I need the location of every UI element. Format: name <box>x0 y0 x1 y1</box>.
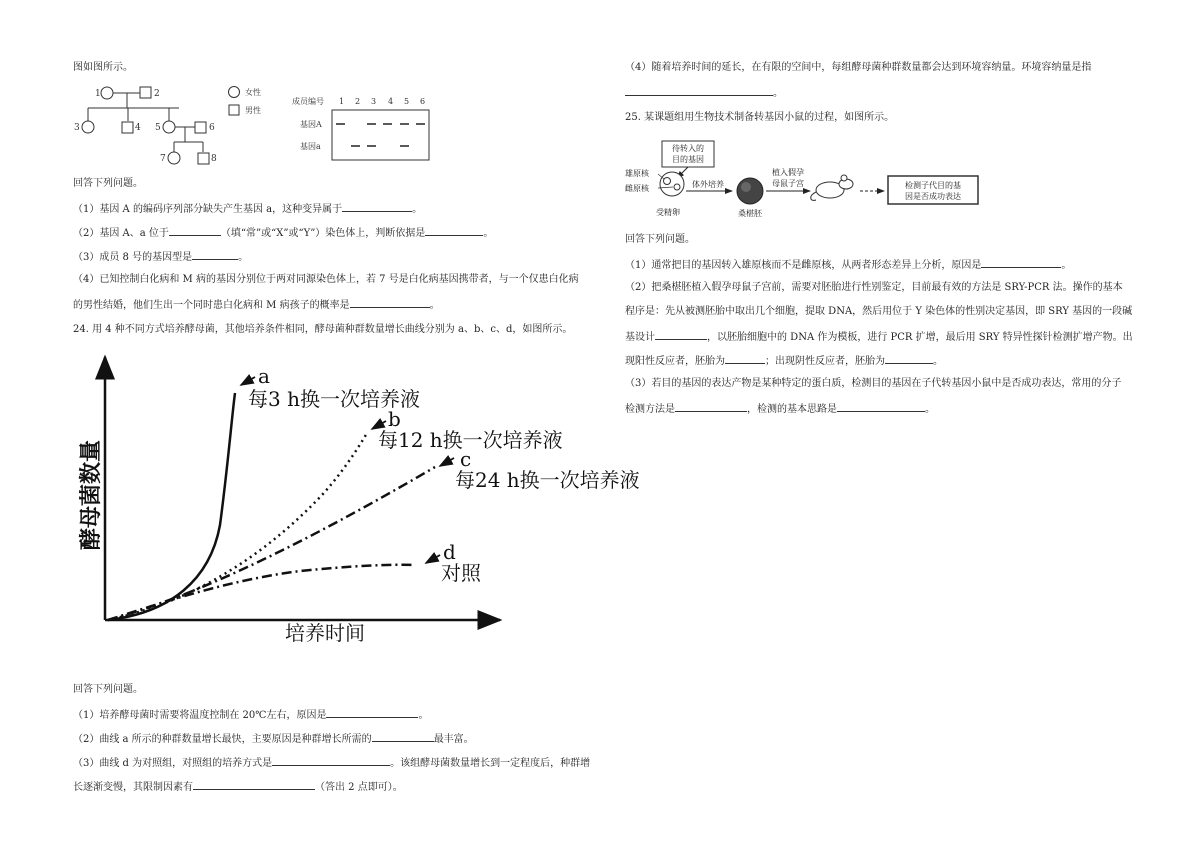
curve-d <box>108 565 415 620</box>
question-25-2-line1: （2）把桑椹胚植入假孕母鼠子宫前，需要对胚胎进行性别鉴定，目前最有效的方法是 SRY-PCR 法。操作的基本 <box>625 282 1123 293</box>
question-25-2-line3: 基设计 ，以胚胎细胞中的 DNA 作为模板，进行 PCR 扩增，最后用 SRY 特异性探针检测扩增产物。出 <box>625 329 1133 344</box>
series-c-label: 每24 h换一次培养液 <box>455 468 640 492</box>
question-24-3-line2: 长逐渐变慢，其限制因素有 （答出 2 点即可）。 <box>73 779 403 794</box>
series-d-name: d <box>443 540 456 564</box>
question-3: （3）成员 8 号的基因型是 。 <box>73 249 248 264</box>
answer-blank-25-1[interactable] <box>981 257 1061 268</box>
question-24-3-line1: （3）曲线 d 为对照组，对照组的培养方式是 。该组酵母菌数量增长到一定程度后，种群增 <box>73 755 590 770</box>
answer-blank-4[interactable] <box>350 297 430 308</box>
answer-blank-24-3b[interactable] <box>193 779 315 790</box>
question-25-title: 25. 某课题组用生物技术制备转基因小鼠的过程，如图所示。 <box>625 112 895 123</box>
gel-row-A: 基因A <box>300 120 322 129</box>
curve-b <box>108 433 367 620</box>
curve-c <box>108 467 435 620</box>
pedigree-label-5: 5 <box>155 123 161 133</box>
gel-number-6: 6 <box>420 97 426 106</box>
answer-blank-24-3a[interactable] <box>272 755 390 766</box>
question-4-line2: 的男性结婚，他们生出一个同时患白化病和 M 病孩子的概率是 。 <box>73 297 440 312</box>
morula-icon <box>737 178 763 204</box>
gene-box-text-1: 待转入的 <box>672 144 704 153</box>
implant-label-2: 母鼠子宫 <box>772 179 804 188</box>
zygote-icon <box>660 172 684 196</box>
pedigree-label-3: 3 <box>74 123 80 133</box>
answer-blank-3[interactable] <box>192 249 238 260</box>
question-24-title: 24. 用 4 种不同方式培养酵母菌，其他培养条件相同，酵母菌种群数量增长曲线分别为 a、b、c、d，如图所示。 <box>73 324 573 335</box>
answer-blank-1[interactable] <box>342 201 412 212</box>
gel-row-a: 基因a <box>300 142 321 151</box>
answer-blank-25-2c[interactable] <box>885 353 933 364</box>
answer-blank-24-4[interactable] <box>625 85 773 96</box>
in-vitro-label: 体外培养 <box>692 180 724 189</box>
question-2: （2）基因 A、a 位于 （填“常”或“X”或“Y”）染色体上，判断依据是 。 <box>73 225 493 240</box>
y-axis-label: 酵母菌数量 <box>78 439 104 551</box>
yeast-growth-chart <box>60 345 660 645</box>
gel-number-1: 1 <box>339 97 345 106</box>
answer-blank-2b[interactable] <box>425 225 483 236</box>
series-a-name: a <box>258 364 270 388</box>
series-a-label: 每3 h换一次培养液 <box>248 387 420 411</box>
intro-text: 图如图所示。 <box>73 62 133 73</box>
detect-box-text-1: 检测子代目的基 <box>905 181 961 190</box>
answer-intro-1: 回答下列问题。 <box>73 178 143 189</box>
pedigree-diagram <box>70 82 250 172</box>
series-b-name: b <box>388 407 401 431</box>
answer-blank-24-2[interactable] <box>372 731 434 742</box>
answer-blank-2a[interactable] <box>169 225 221 236</box>
question-24-1: （1）培养酵母菌时需要将温度控制在 20℃左右，原因是 。 <box>73 707 428 722</box>
question-1: （1）基因 A 的编码序列部分缺失产生基因 a，这种变异属于 。 <box>73 201 422 216</box>
detect-box-text-2: 因是否成功表达 <box>905 192 961 201</box>
question-25-1: （1）通常把目的基因转入雄原核而不是雌原核，从两者形态差异上分析，原因是 。 <box>625 257 1071 272</box>
gel-result-diagram <box>288 92 438 164</box>
answer-blank-25-3a[interactable] <box>675 401 747 412</box>
curve-a <box>108 393 235 620</box>
transgenic-flow-diagram <box>622 138 982 223</box>
gel-number-5: 5 <box>404 97 410 106</box>
pedigree-label-2: 2 <box>154 89 160 99</box>
series-c-name: c <box>460 447 472 471</box>
mouse-icon <box>811 175 853 200</box>
series-d-label: 对照 <box>441 561 481 585</box>
pedigree-label-8: 8 <box>211 154 217 164</box>
pedigree-label-1: 1 <box>95 89 101 99</box>
answer-blank-25-2b[interactable] <box>725 353 765 364</box>
question-24-2: （2）曲线 a 所示的种群数量增长最快，主要原因是种群增长所需的 最丰富。 <box>73 731 474 746</box>
answer-blank-25-2a[interactable] <box>655 329 707 340</box>
question-4-line1: （4）已知控制白化病和 M 病的基因分别位于两对同源染色体上，若 7 号是白化病基因携带者，与一个仅患白化病 <box>73 274 579 285</box>
question-24-4-line1: （4）随着培养时间的延长，在有限的空间中，每组酵母菌种群数量都会达到环境容纳量。环境容纳量是指 <box>625 62 1092 73</box>
legend-male-label: 男性 <box>245 106 261 115</box>
question-25-2-line4: 现阳性反应者，胚胎为 ；出现阴性反应者，胚胎为 。 <box>625 353 943 368</box>
answer-blank-25-3b[interactable] <box>837 401 925 412</box>
implant-label-1: 植入假孕 <box>772 168 804 177</box>
morula-label: 桑椹胚 <box>738 209 762 218</box>
question-25-3-line1: （3）若目的基因的表达产物是某种特定的蛋白质，检测目的基因在子代转基因小鼠中是否成功表达，常用的分子 <box>625 378 1122 389</box>
question-25-3-line2: 检测方法是 ，检测的基本思路是 。 <box>625 401 935 416</box>
pedigree-label-4: 4 <box>135 123 141 133</box>
answer-intro-3: 回答下列问题。 <box>625 234 695 245</box>
answer-intro-2: 回答下列问题。 <box>73 684 143 695</box>
question-25-2-line2: 程序是：先从被测胚胎中取出几个细胞，提取 DNA，然后用位于 Y 染色体的性别决定基因，即 SRY 基因的一段碱 <box>625 306 1133 317</box>
pedigree-label-6: 6 <box>209 123 215 133</box>
series-b-label: 每12 h换一次培养液 <box>378 428 563 452</box>
gel-header: 成员编号 <box>292 97 324 106</box>
gel-number-4: 4 <box>388 97 394 106</box>
female-nucleus-label: 雌原核 <box>625 184 649 193</box>
x-axis-label: 培养时间 <box>285 621 365 645</box>
fertilized-egg-label: 受精卵 <box>656 208 680 217</box>
gel-number-2: 2 <box>355 97 361 106</box>
question-24-4-line2: 。 <box>625 85 783 100</box>
answer-blank-24-1[interactable] <box>326 707 418 718</box>
gene-box-text-2: 目的基因 <box>672 155 704 164</box>
pedigree-legend <box>228 85 288 120</box>
male-nucleus-label: 雄原核 <box>625 169 649 178</box>
gel-number-3: 3 <box>371 97 377 106</box>
legend-female-label: 女性 <box>245 88 261 97</box>
pedigree-label-7: 7 <box>160 154 166 164</box>
